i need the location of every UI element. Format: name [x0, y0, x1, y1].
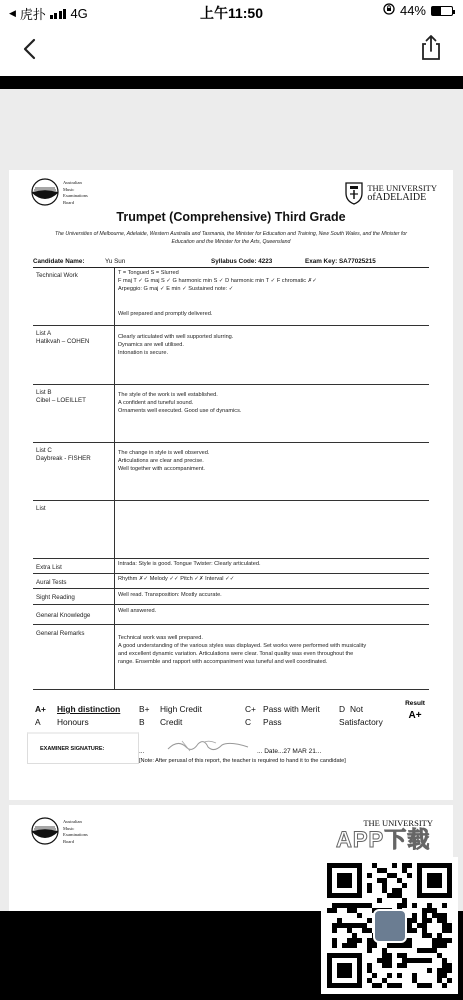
- back-button[interactable]: [18, 34, 44, 64]
- technical-work-row: [33, 268, 429, 326]
- status-bar: [0, 0, 463, 22]
- list-row: [33, 501, 429, 559]
- extra-list-row: [33, 559, 429, 574]
- examiner-signature-box: [27, 732, 139, 764]
- grade-a-plus: A+: [35, 704, 46, 714]
- battery-level: [432, 7, 441, 15]
- technical-arpeggios: Arpeggio: G maj ✓ E min ✓ Sustained note: ✓: [118, 286, 234, 292]
- battery-percent: 44%: [399, 3, 426, 18]
- list-c-row: [33, 443, 429, 501]
- grade-c-plus: C+: [245, 704, 256, 714]
- list-c-title: List C: [36, 447, 52, 454]
- extra-list-comment: Intrada: Style is good. Tongue Twister: Clearly articulated.: [118, 561, 261, 567]
- signature-dots: ...: [139, 748, 145, 755]
- technical-scales: F maj T ✓ G maj S ✓ G harmonic min S ✓ D harmonic min T ✓ F chromatic ✗✓: [118, 278, 317, 284]
- result-box: [401, 700, 429, 721]
- amb-wordmark: [63, 180, 88, 206]
- amb-logo: [31, 178, 88, 206]
- report-subtitle: The Universities of Melbourne, Adelaide, Western Australia and Tasmania, the Minister for Education and Training, New South Wales, and the Minister for Education and the Minister for the Arts, Queensland: [54, 231, 408, 245]
- aural-label: Aural Tests: [36, 579, 67, 586]
- remarks-label: General Remarks: [36, 630, 85, 637]
- grade-b-plus-text: High Credit: [160, 704, 202, 714]
- carrier-label: 虎扑: [19, 7, 46, 22]
- sight-comment: Well read. Transposition: Mostly accurate.: [118, 592, 222, 598]
- grade-a: A: [35, 717, 41, 727]
- amb-p2-word-4: Board: [63, 838, 74, 844]
- amb-word-2: Music: [63, 186, 75, 192]
- university-wordmark: [367, 184, 437, 202]
- amb-word-1: Australian: [63, 180, 82, 185]
- grade-c: C: [245, 717, 252, 727]
- app-download-label[interactable]: APP下载: [336, 827, 431, 852]
- perusal-note: [Note: After perusal of this report, the teacher is required to hand it to the candidate]: [139, 758, 346, 764]
- back-chevron-icon: [18, 34, 44, 64]
- technical-comment: Well prepared and promptly delivered.: [118, 311, 213, 317]
- list-a-comment-1: Clearly articulated with well supported slurring.: [118, 334, 234, 340]
- network-label: 4G: [70, 6, 88, 21]
- grade-b: B: [139, 717, 145, 727]
- grade-c-text: Pass: [263, 717, 282, 727]
- list-a-row: [33, 326, 429, 385]
- syllabus-code: Syllabus Code: 4223: [211, 258, 273, 265]
- list-a-piece: Hatikvah – COHEN: [36, 338, 90, 345]
- nav-bar: [0, 22, 463, 76]
- list-b-comment: [118, 391, 425, 415]
- status-time: 上午11:50: [199, 5, 264, 21]
- grade-a-text: Honours: [57, 717, 89, 727]
- amb-wordmark-page-2: [63, 819, 88, 845]
- amb-emblem-icon: [31, 817, 59, 845]
- remarks-line-2: A good understanding of the various styles was displayed. Set works were performed with musicality: [118, 643, 367, 649]
- list-b-row: [33, 385, 429, 443]
- amb-word-3: Examinations: [63, 193, 88, 198]
- exam-key: Exam Key: SA77025215: [305, 258, 376, 265]
- list-a-title: List A: [36, 330, 52, 337]
- remarks-line-4: range. Ensemble and rapport with accompaniment was tuneful and well coordinated.: [118, 659, 328, 665]
- status-right: [383, 3, 453, 18]
- amb-p2-word-2: Music: [63, 825, 75, 831]
- knowledge-label: General Knowledge: [36, 612, 91, 619]
- list-c-piece: Daybreak - FISHER: [36, 455, 91, 462]
- remarks-line-1: Technical work was well prepared.: [118, 635, 203, 641]
- list-b-comment-2: A confident and tuneful sound.: [118, 400, 194, 406]
- result-value: A+: [408, 710, 422, 721]
- qr-code[interactable]: [321, 857, 458, 994]
- list-a-comment-3: Intonation is secure.: [118, 350, 169, 356]
- grade-d-text-2: Satisfactory: [339, 717, 383, 727]
- list-b-title: List B: [36, 389, 52, 396]
- report-title: Trumpet (Comprehensive) Third Grade: [116, 210, 346, 224]
- university-line-page-2: THE UNIVERSITY: [363, 818, 433, 828]
- technical-label: Technical Work: [36, 272, 78, 279]
- aural-tests-row: [33, 574, 429, 589]
- back-triangle-icon: ◀: [9, 8, 16, 18]
- examiner-label: EXAMINER SIGNATURE:: [40, 746, 105, 752]
- share-icon: [419, 32, 443, 62]
- grade-b-plus: B+: [139, 704, 150, 714]
- university-line-1: THE UNIVERSITY: [367, 183, 437, 193]
- list-c-comment: [118, 449, 425, 473]
- exam-date: ... Date...27 MAR 21...: [257, 748, 322, 755]
- amb-logo-page-2: [31, 817, 88, 845]
- grade-d-text: Not: [350, 704, 364, 714]
- amb-emblem-icon: [31, 178, 59, 206]
- report-page: [9, 170, 453, 800]
- university-crest-icon: [344, 181, 364, 205]
- candidate-label: Candidate Name:: [33, 258, 85, 265]
- grade-c-plus-text: Pass with Merit: [263, 704, 320, 714]
- university-line-2: ofADELAIDE: [367, 192, 427, 203]
- general-remarks-row: [33, 625, 429, 690]
- remarks-comment: [118, 634, 425, 666]
- list-a-comment: [118, 333, 425, 357]
- alarm-lock-icon: [383, 3, 395, 18]
- list-c-comment-1: The change in style is well observed.: [118, 450, 210, 456]
- sight-label: Sight Reading: [36, 594, 75, 601]
- candidate-name: Yu Sun: [105, 258, 126, 265]
- list-b-comment-1: The style of the work is well established.: [118, 392, 218, 398]
- amb-word-4: Board: [63, 199, 74, 205]
- list-a-comment-2: Dynamics are well utilised.: [118, 342, 184, 348]
- technical-details: [118, 269, 425, 293]
- grade-a-plus-text: High distinction: [57, 704, 121, 714]
- list-b-piece: Cibel – LOEILLET: [36, 397, 86, 404]
- technical-legend: T = Tongued S = Slurred: [118, 270, 179, 276]
- sight-reading-row: [33, 589, 429, 605]
- amb-p2-word-3: Examinations: [63, 832, 88, 837]
- candidate-row: [33, 257, 429, 268]
- list-c-comment-3: Well together with accompaniment.: [118, 466, 205, 472]
- aural-comment: Rhythm ✗✓ Melody ✓✓ Pitch ✓✗ Interval ✓✓: [118, 576, 235, 582]
- list-b-comment-3: Ornaments well executed. Good use of dynamics.: [118, 408, 242, 414]
- result-label: Result: [405, 700, 425, 707]
- general-knowledge-row: [33, 605, 429, 625]
- grade-b-text: Credit: [160, 717, 183, 727]
- examiner-signature-mark: [164, 735, 254, 757]
- amb-p2-word-1: Australian: [63, 819, 82, 824]
- list-c-label: [36, 447, 91, 463]
- grade-scale: [33, 704, 403, 732]
- knowledge-comment: Well answered.: [118, 608, 157, 614]
- grade-d: D: [339, 704, 346, 714]
- university-logo: [344, 181, 437, 205]
- list-a-label: [36, 330, 89, 346]
- list-label: List: [36, 505, 46, 512]
- remarks-line-3: and excellent dynamic variation. Articulations were clear. Tonal quality was even throughout the: [118, 651, 354, 657]
- extra-list-label: Extra List: [36, 564, 62, 571]
- share-button[interactable]: [419, 32, 443, 62]
- qr-center-logo: [373, 909, 407, 943]
- document-viewer[interactable]: [0, 89, 463, 911]
- list-c-comment-2: Articulations are clear and precise.: [118, 458, 204, 464]
- list-b-label: [36, 389, 86, 405]
- battery-icon: [431, 6, 453, 16]
